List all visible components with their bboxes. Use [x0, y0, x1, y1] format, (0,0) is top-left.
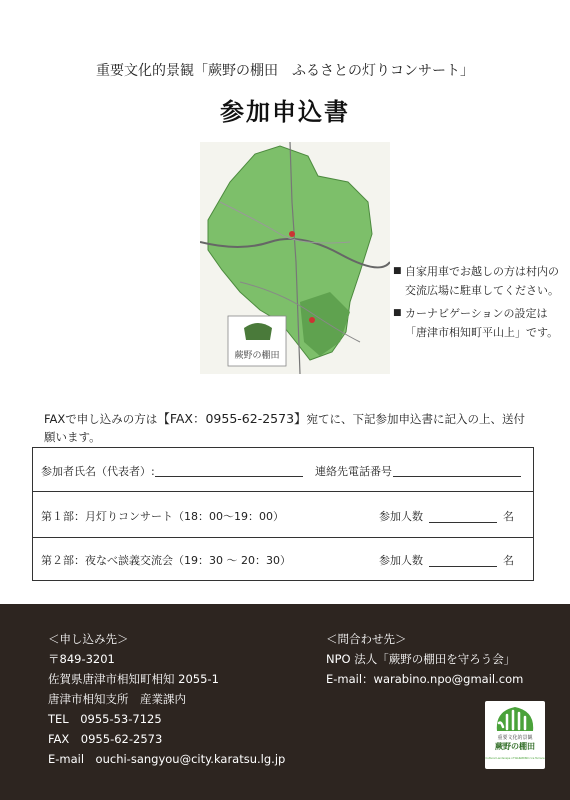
fax-instruction-pre: FAXで申し込みの方は: [44, 412, 158, 426]
apply-fax: FAX 0955-62-2573: [48, 732, 163, 746]
form-row-part1: [33, 492, 533, 538]
warabino-logo: [485, 701, 545, 769]
part2-count-field[interactable]: [429, 566, 497, 567]
event-subtitle: 重要文化的景観「蕨野の棚田 ふるさとの灯りコンサート」: [96, 63, 474, 79]
square-bullet-icon: ■: [393, 266, 402, 276]
area-map: [200, 142, 390, 374]
logo-small-text: 重要文化的景観: [497, 735, 533, 741]
apply-address: 佐賀県唐津市相知町相知 2055-1: [48, 672, 219, 686]
apply-section: [48, 629, 285, 769]
part2-count-label: 参加人数: [379, 554, 423, 567]
note-item: [393, 262, 563, 300]
part1-unit: 名: [503, 510, 514, 523]
parking-notes: [393, 262, 563, 346]
phone-label: 連絡先電話番号: [315, 465, 392, 478]
apply-postal: 〒849-3201: [48, 652, 115, 666]
part2-label: 第２部：夜なべ談義交流会（19：30 〜 20：30）: [41, 554, 291, 567]
fax-instruction-post: 宛てに、下記参加申込書に記入の上、送付願います。: [44, 412, 526, 444]
form-row-part2: [33, 538, 533, 581]
part1-label: 第１部：月灯りコンサート（18：00〜19：00）: [41, 510, 284, 523]
page-title: 参加申込書: [220, 98, 350, 126]
part2-unit: 名: [503, 554, 514, 567]
apply-tel: TEL 0955-53-7125: [48, 712, 162, 726]
application-form: [32, 447, 534, 581]
contact-section: [326, 629, 523, 689]
note-text: 自家用車でお越しの方は村内の交流広場に駐車してください。: [405, 265, 559, 297]
name-label: 参加者氏名（代表者）:: [41, 465, 155, 478]
map-logo-label: 蕨野の棚田: [234, 351, 280, 361]
contact-heading: ＜問合わせ先＞: [326, 632, 407, 646]
contact-email[interactable]: E-mail：warabino.npo@gmail.com: [326, 672, 524, 686]
square-bullet-icon: ■: [393, 308, 402, 318]
phone-field[interactable]: [393, 476, 521, 477]
form-row-name: [33, 448, 533, 492]
part1-count-label: 参加人数: [379, 510, 423, 523]
contact-org: NPO 法人「蕨野の棚田を守ろう会」: [326, 652, 516, 666]
logo-sub-text: Cultural Landscape of WARABINO rice Terrace: [485, 757, 545, 760]
note-item: [393, 304, 563, 342]
fax-number: 【FAX：0955-62-2573】: [157, 411, 307, 426]
note-text: カーナビゲーションの設定は「唐津市相知町平山上」です。: [405, 307, 559, 339]
fax-instruction: [44, 410, 534, 446]
apply-office: 唐津市相知支所 産業課内: [48, 692, 186, 706]
apply-email[interactable]: E-mail ouchi-sangyou@city.karatsu.lg.jp: [48, 752, 286, 766]
part1-count-field[interactable]: [429, 522, 497, 523]
apply-heading: ＜申し込み先＞: [48, 632, 129, 646]
logo-main-text: 蕨野の棚田: [495, 742, 535, 751]
name-field[interactable]: [155, 476, 303, 477]
